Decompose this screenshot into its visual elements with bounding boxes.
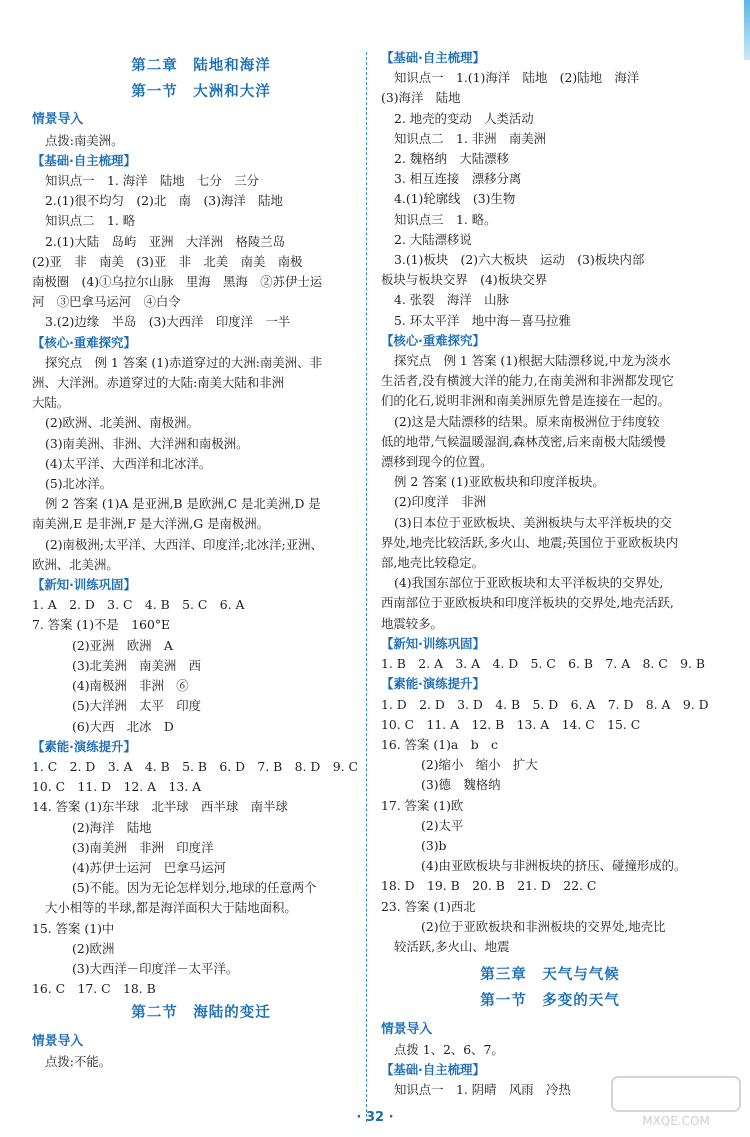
text-line: 1. C 2. D 3. A 4. B 5. B 6. D 7. B 8. D 9. C	[32, 758, 358, 774]
text-line: 2. 地壳的变动 人类活动	[394, 110, 534, 126]
block-heading: 【新知·训练巩固】	[381, 635, 485, 651]
text-line: 探究点 例 1 答案 (1)赤道穿过的大洲:南美洲、非	[45, 354, 322, 370]
text-line: 2.(1)很不均匀 (2)北 南 (3)海洋 陆地	[45, 193, 283, 209]
block-heading: 【核心·重难探究】	[381, 332, 485, 348]
chapter-heading: 第三章 天气与气候	[480, 967, 620, 984]
text-line: (3)北美洲 南美洲 西	[72, 657, 202, 673]
text-line: 3. 相互连接 漂移分离	[394, 171, 522, 187]
block-heading: 【素能·演练提升】	[381, 676, 485, 692]
text-line: 1. A 2. D 3. C 4. B 5. C 6. A	[32, 597, 245, 613]
text-line: (2)欧洲、北美洲、南极洲。	[45, 415, 199, 431]
text-line: (6)大西 北冰 D	[72, 718, 174, 734]
text-line: (2)亚 非 南美 (3)亚 非 北美 南美 南极	[32, 253, 303, 269]
watermark-text: MXQE.COM	[642, 1114, 710, 1128]
text-line: (2)印度洋 非洲	[394, 494, 486, 510]
text-line: 2. 魏格纳 大陆漂移	[394, 151, 509, 167]
text-line: (3)大西洋－印度洋－太平洋。	[72, 960, 239, 976]
text-line: (2)南极洲;太平洋、大西洋、印度洋;北冰洋;亚洲、	[45, 536, 323, 552]
text-line: 16. C 17. C 18. B	[32, 981, 156, 997]
text-line: (4)太平洋、大西洋和北冰洋。	[45, 455, 212, 471]
text-line: (2)这是大陆漂移的结果。原来南极洲位于纬度较	[394, 413, 660, 429]
text-line: 南美洲,E 是非洲,F 是大洋洲,G 是南极洲。	[32, 516, 270, 532]
text-line: 知识点二 1. 非洲 南美洲	[394, 130, 547, 146]
chapter-heading: 第二章 陆地和海洋	[131, 58, 271, 74]
intro-heading: 情景导入	[32, 112, 84, 128]
block-heading: 【基础·自主梳理】	[32, 152, 136, 168]
text-line: 点拨:不能。	[45, 1053, 112, 1069]
text-line: 点拨:南美洲。	[45, 132, 124, 148]
text-line: 10. C 11. A 12. B 13. A 14. C 15. C	[381, 716, 641, 732]
text-line: (3)海洋 陆地	[381, 90, 461, 106]
text-line: 知识点一 1. 海洋 陆地 七分 三分	[45, 173, 260, 189]
text-line: 15. 答案 (1)中	[32, 920, 115, 936]
text-line: 板块与板块交界 (4)板块交界	[381, 272, 548, 288]
text-line: 4.(1)轮廓线 (3)生物	[394, 191, 516, 207]
text-line: 23. 答案 (1)西北	[381, 898, 476, 914]
text-line: 河 ③巴拿马运河 ④白令	[32, 294, 181, 310]
text-line: 3.(1)板块 (2)六大板块 运动 (3)板块内部	[394, 252, 645, 268]
text-line: 3.(2)边缘 半岛 (3)大西洋 印度洋 一半	[45, 314, 291, 330]
text-line: 例 2 答案 (1)A 是亚洲,B 是欧洲,C 是北美洲,D 是	[45, 496, 321, 512]
column-divider	[366, 52, 367, 1122]
text-line: (3)日本位于亚欧板块、美洲板块与太平洋板块的交	[394, 514, 672, 530]
section-heading: 第一节 多变的天气	[480, 993, 620, 1010]
text-line: (3)南美洲、非洲、大洋洲和南极洲。	[45, 435, 249, 451]
text-line: (4)南极洲 非洲 ⑥	[72, 678, 189, 694]
block-heading: 【核心·重难探究】	[32, 334, 136, 350]
text-line: (2)缩小 缩小 扩大	[421, 757, 538, 773]
section-heading: 第一节 大洲和大洋	[131, 84, 271, 101]
text-line: 较活跃,多火山、地震	[394, 938, 510, 954]
left-column	[32, 48, 370, 1072]
text-line: 界处,地壳比较活跃,多火山、地震;英国位于亚欧板块内	[381, 534, 679, 550]
text-line: 1. D 2. D 3. D 4. B 5. D 6. A 7. D 8. A 9. D	[381, 696, 709, 712]
text-line: 洲、大洋洲。赤道穿过的大陆:南美大陆和非洲	[32, 375, 284, 391]
text-line: 16. 答案 (1)a b c	[381, 736, 498, 752]
text-line: (2)海洋 陆地	[72, 819, 152, 835]
text-line: 地震较多。	[381, 615, 443, 631]
text-line: 探究点 例 1 答案 (1)根据大陆漂移说,中龙为淡水	[394, 353, 671, 369]
watermark-logo	[610, 1075, 742, 1129]
text-line: 7. 答案 (1)不是 160°E	[32, 617, 171, 633]
text-line: (2)亚洲 欧洲 A	[72, 637, 173, 653]
text-line: 17. 答案 (1)欧	[381, 797, 464, 813]
text-line: 南极圈 (4)①乌拉尔山脉 里海 黑海 ②苏伊士运	[32, 274, 323, 290]
text-line: (3)南美洲 非洲 印度洋	[72, 839, 214, 855]
block-heading: 【素能·演练提升】	[32, 738, 136, 754]
block-heading: 【基础·自主梳理】	[381, 1061, 485, 1077]
text-line: 10. C 11. D 12. A 13. A	[32, 779, 202, 795]
text-line: 欧洲、北美洲。	[32, 556, 119, 572]
text-line: (5)北冰洋。	[45, 476, 113, 492]
text-line: 们的化石,说明非洲和南美洲原先曾是连接在一起的。	[381, 393, 670, 409]
text-line: (5)不能。因为无论怎样划分,地球的任意两个	[72, 880, 317, 896]
text-line: 18. D 19. B 20. B 21. D 22. C	[381, 878, 597, 894]
text-line: 2.(1)大陆 岛屿 亚洲 大洋洲 格陵兰岛	[45, 233, 286, 249]
page-edge-mark	[744, 0, 750, 60]
intro-heading: 情景导入	[381, 1021, 433, 1037]
text-line: 漂移到现今的位置。	[381, 454, 493, 470]
text-line: (4)我国东部位于亚欧板块和太平洋板块的交界处,	[394, 575, 664, 591]
text-line: (3)b	[421, 837, 447, 853]
text-line: 知识点二 1. 略	[45, 213, 136, 229]
text-line: 部,地壳比较稳定。	[381, 555, 485, 571]
text-line: 5. 环太平洋 地中海－喜马拉雅	[394, 312, 571, 328]
text-line: 2. 大陆漂移说	[394, 231, 472, 247]
section-heading: 第二节 海陆的变迁	[131, 1005, 271, 1022]
text-line: (4)苏伊士运河 巴拿马运河	[72, 859, 226, 875]
block-heading: 【基础·自主梳理】	[381, 50, 485, 65]
right-column	[381, 48, 719, 1100]
block-heading: 【新知·训练巩固】	[32, 577, 136, 593]
text-line: (2)太平	[421, 817, 464, 833]
text-line: 西南部位于亚欧板块和印度洋板块的交界处,地壳活跃,	[381, 595, 674, 611]
text-line: (2)欧洲	[72, 940, 115, 956]
text-line: 1. B 2. A 3. A 4. D 5. C 6. B 7. A 8. C 9. B	[381, 656, 706, 672]
text-line: 知识点一 1. 阴晴 风雨 冷热	[394, 1082, 571, 1098]
page-number: · 32 ·	[356, 1110, 394, 1125]
text-line: 生活者,没有横渡大洋的能力,在南美洲和非洲都发现它	[381, 373, 674, 389]
text-line: 知识点一 1.(1)海洋 陆地 (2)陆地 海洋	[394, 70, 640, 86]
text-line: (4)由亚欧板块与非洲板块的挤压、碰撞形成的。	[421, 858, 687, 874]
text-line: 低的地带,气候温暖湿润,森林茂密,后来南极大陆缓慢	[381, 433, 666, 449]
text-line: 大小相等的半球,都是海洋面积大于陆地面积。	[45, 900, 297, 916]
text-line: 大陆。	[32, 395, 70, 411]
text-line: 4. 张裂 海洋 山脉	[394, 292, 509, 308]
text-line: 14. 答案 (1)东半球 北半球 西半球 南半球	[32, 799, 288, 815]
text-line: 点拨 1、2、6、7。	[394, 1041, 504, 1057]
text-line: 知识点三 1. 略。	[394, 211, 497, 227]
text-line: 例 2 答案 (1)亚欧板块和印度洋板块。	[394, 474, 605, 490]
intro-heading: 情景导入	[32, 1033, 84, 1049]
text-line: (2)位于亚欧板块和非洲板块的交界处,地壳比	[421, 918, 666, 934]
text-line: (5)大洋洲 太平 印度	[72, 698, 202, 714]
text-line: (3)德 魏格纳	[421, 777, 501, 793]
